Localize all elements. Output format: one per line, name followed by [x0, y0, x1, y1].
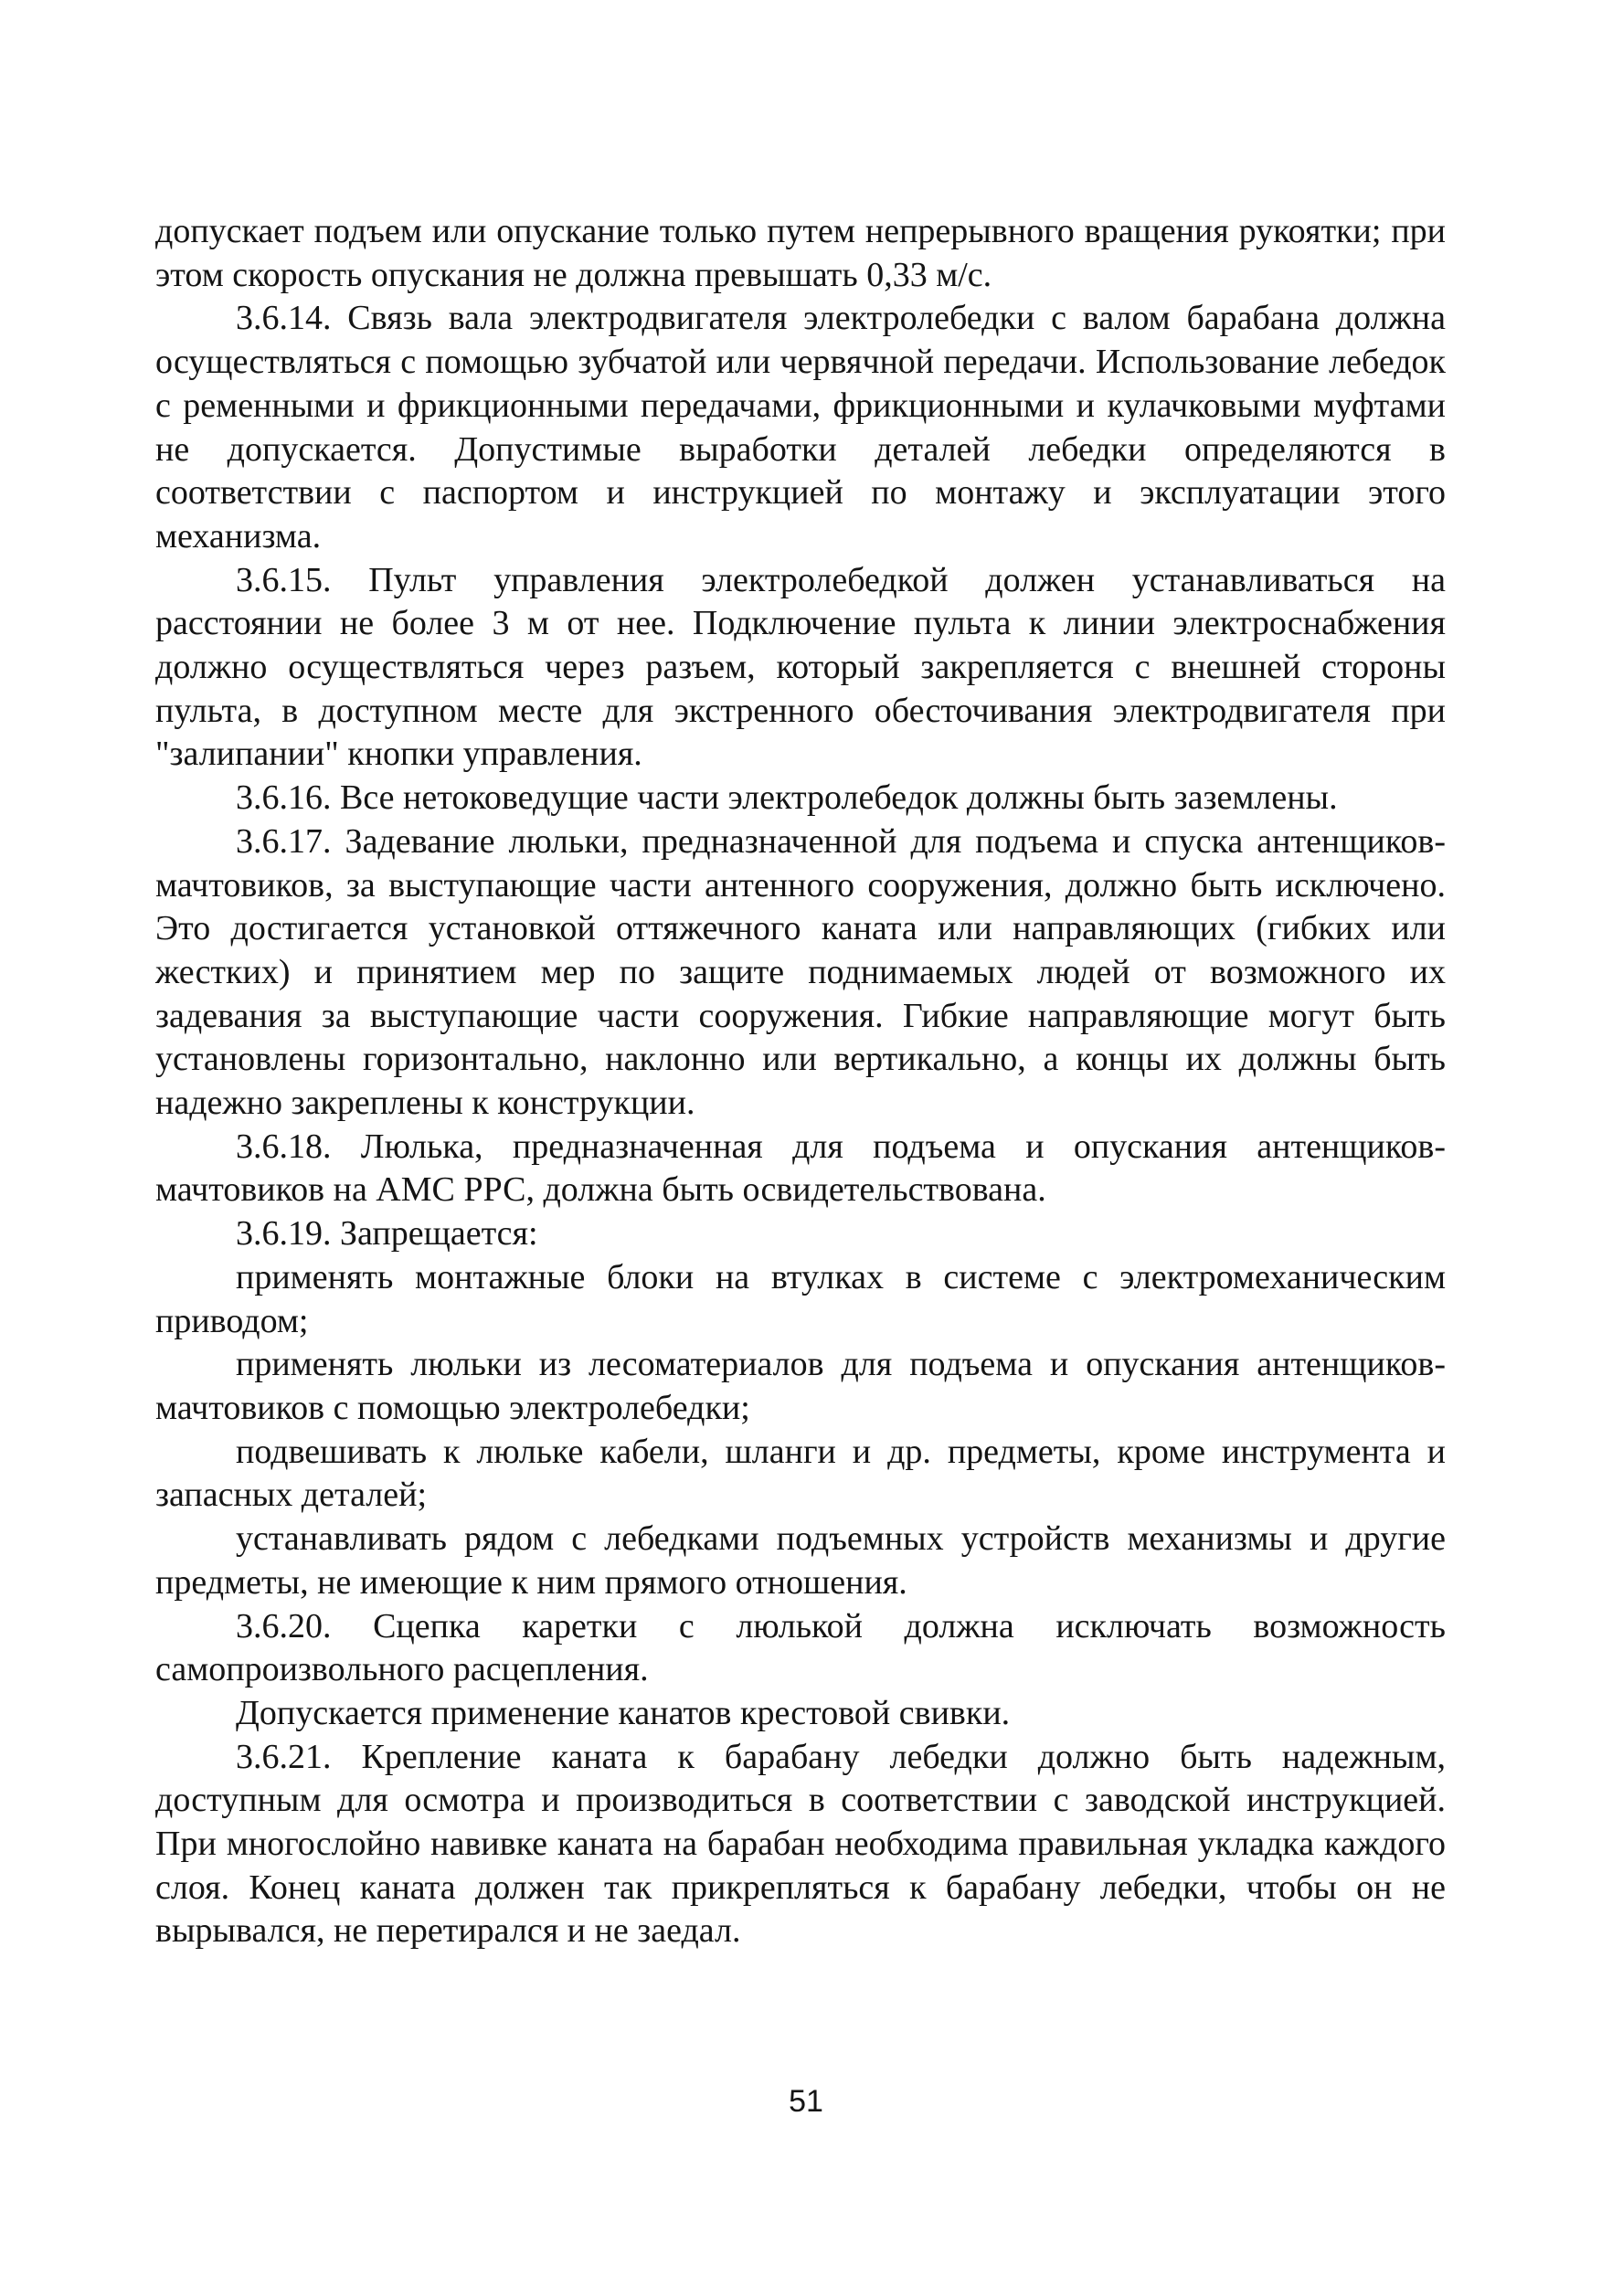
list-item-prohibition-1: применять монтажные блоки на втулках в системе с электромеханическим приводом; [155, 1257, 1446, 1340]
paragraph-3-6-15: 3.6.15. Пульт управления электролебедкой должен устанавливаться на расстоянии не более 3 м от нее. Подключение пульта к линии электроснабжения должно осуществляться через разъем, который закрепляется с внешней стороны пульта, в доступном месте для экстренного обесточивания электродвигателя при "залипании" кнопки управления. [155, 560, 1446, 774]
paragraph-3-6-19: 3.6.19. Запрещается: [236, 1214, 538, 1254]
list-item-prohibition-4: устанавливать рядом с лебедками подъемных устройств механизмы и другие предметы, не имеющие к ним прямого отношения. [155, 1519, 1446, 1602]
paragraph-continuation: допускает подъем или опускание только путем непрерывного вращения рукоятки; при этом скорость опускания не должна превышать 0,33 м/с. [155, 212, 1446, 294]
paragraph-rope-allowance: Допускается применение канатов крестовой свивки. [236, 1693, 1011, 1732]
paragraph-3-6-20: 3.6.20. Сцепка каретки с люлькой должна исключать возможность самопроизвольного расцепления. [155, 1606, 1446, 1689]
paragraph-3-6-16: 3.6.16. Все нетоковедущие части электролебедок должны быть заземлены. [236, 778, 1338, 818]
page-number: 51 [789, 2084, 823, 2119]
paragraph-3-6-21: 3.6.21. Крепление каната к барабану лебедки должно быть надежным, доступным для осмотра и производиться в соответствии с заводской инструкцией. При многослойно навивке каната на барабан необходима правильная укладка каждого слоя. Конец каната должен так прикрепляться к барабану лебедки, чтобы он не вырывался, не перетирался и не заедал. [155, 1737, 1446, 1951]
list-item-prohibition-3: подвешивать к люльке кабели, шланги и др. предметы, кроме инструмента и запасных деталей; [155, 1432, 1446, 1515]
list-item-prohibition-2: применять люльки из лесоматериалов для подъема и опускания антенщиков-мачтовиков с помощью электролебедки; [155, 1345, 1446, 1427]
body-text [155, 210, 1446, 1953]
paragraph-3-6-17: 3.6.17. Задевание люльки, предназначенной для подъема и спуска антенщиков-мачтовиков, за выступающие части антенного сооружения, должно быть исключено. Это достигается установкой оттяжечного каната или направляющих (гибких или жестких) и принятием мер по защите поднимаемых людей от возможного их задевания за выступающие части сооружения. Гибкие направляющие могут быть установлены горизонтально, наклонно или вертикально, а концы их должны быть надежно закреплены к конструкции. [155, 821, 1446, 1123]
paragraph-3-6-14: 3.6.14. Связь вала электродвигателя электролебедки с валом барабана должна осуществляться с помощью зубчатой или червячной передачи. Использование лебедок с ременными и фрикционными передачами, фрикционными и кулачковыми муфтами не допускается. Допустимые выработки деталей лебедки определяются в соответствии с паспортом и инструкцией по монтажу и эксплуатации этого механизма. [155, 299, 1446, 555]
paragraph-3-6-18: 3.6.18. Люлька, предназначенная для подъема и опускания антенщиков-мачтовиков на АМС РРС, должна быть освидетельствована. [155, 1127, 1446, 1210]
